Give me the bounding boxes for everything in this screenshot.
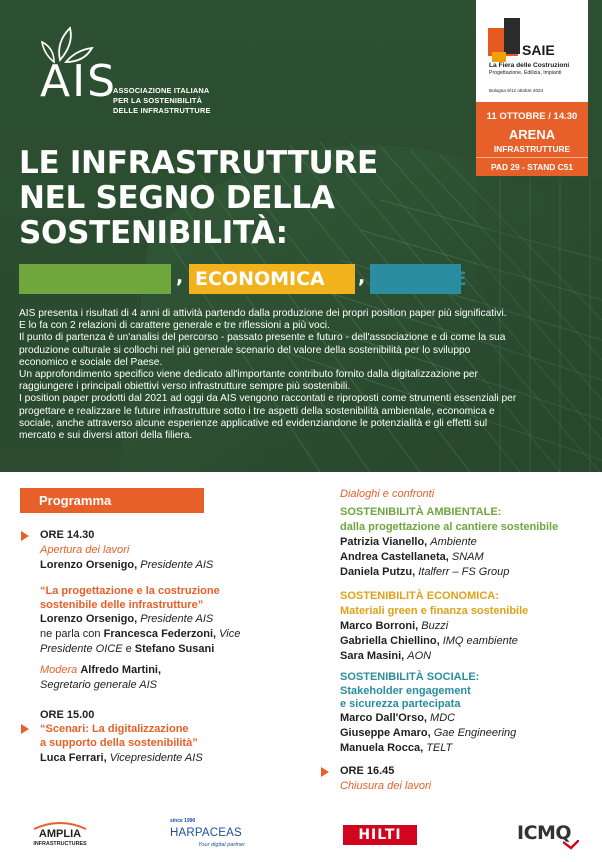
saie-tagline: La Fiera delle Costruzioni xyxy=(489,62,570,69)
arrow-icon xyxy=(21,531,29,541)
section-subtitle-sociale: Stakeholder engagement xyxy=(340,685,471,697)
speaker-name: Lorenzo Orsenigo, xyxy=(40,613,138,625)
moderator-label: Modera xyxy=(40,664,78,676)
sponsor-harpaceas xyxy=(170,818,254,854)
section-title-economica: SOSTENIBILITÀ ECONOMICA: xyxy=(340,590,499,602)
speaker-org: MDC xyxy=(430,712,456,724)
speaker-line xyxy=(40,612,213,627)
speaker-role: Vicepresidente AIS xyxy=(109,752,203,764)
association-name-line: ASSOCIAZIONE ITALIANA xyxy=(113,86,210,95)
saie-name: SAIE xyxy=(522,42,555,58)
event-divider xyxy=(476,157,588,158)
section-title-sociale: SOSTENIBILITÀ SOCIALE: xyxy=(340,671,480,683)
session-label: Apertura dei lavori xyxy=(40,544,130,556)
moderator-name: Alfredo Martini, xyxy=(80,664,162,676)
program-header: Programma xyxy=(20,488,204,513)
sponsors-footer xyxy=(0,810,602,862)
amplia-name: AMPLIA xyxy=(38,828,82,840)
association-name-line: DELLE INFRASTRUTTURE xyxy=(113,106,211,115)
saie-mark-dark xyxy=(504,18,520,54)
panel-speaker xyxy=(340,550,484,565)
speaker-name: Andrea Castellaneta, xyxy=(340,551,449,563)
harpaceas-tagline: Your digital partner xyxy=(198,842,245,848)
speaker-name: Sara Masini, xyxy=(340,650,405,662)
talk-title: a supporto della sostenibilità” xyxy=(40,737,198,749)
tag-economica: ECONOMICA xyxy=(189,264,355,294)
event-pad: PAD 29 - STAND C51 xyxy=(490,162,574,172)
association-name-line: PER LA SOSTENIBILITÀ xyxy=(113,96,203,105)
intro-text xyxy=(19,308,585,442)
amplia-sub: INFRASTRUCTURES xyxy=(33,841,87,847)
session-time: ORE 16.45 xyxy=(340,765,395,777)
speaker-line xyxy=(40,558,213,573)
section-title-ambientale: SOSTENIBILITÀ AMBIENTALE: xyxy=(340,506,502,518)
guest-name: Francesca Federzoni, xyxy=(103,628,217,640)
speaker-name: Luca Ferrari, xyxy=(40,752,107,764)
session-time: ORE 14.30 xyxy=(40,529,95,541)
event-venue-sub: INFRASTRUTTURE xyxy=(493,144,571,154)
tag-separator: , xyxy=(358,266,366,288)
dialoghi-label: Dialoghi e confronti xyxy=(340,488,435,500)
speaker-name: Daniela Putzu, xyxy=(340,566,416,578)
sponsor-hilti xyxy=(343,825,417,845)
speaker-name: Lorenzo Orsenigo, xyxy=(40,559,138,571)
section-subtitle-economica: Materiali green e finanza sostenibile xyxy=(340,605,529,617)
intro-line: Il punto di partenza è un'analisi del percorso - passato presente e futuro - dell'associazione e di come la sua xyxy=(19,332,506,344)
panel-speaker xyxy=(340,565,509,580)
saie-subtagline: Progettazione, Edilizia, Impianti xyxy=(489,70,562,76)
intro-line: Un approfondimento specifico viene dedicato all'importante contributo fornito dalla digitalizzazione per xyxy=(19,369,478,381)
speaker-name: Gabriella Chiellino, xyxy=(340,635,440,647)
title-line: SOSTENIBILITÀ: xyxy=(19,215,288,251)
speaker-line xyxy=(40,751,203,766)
conjunction: e xyxy=(125,643,132,655)
guest-role: Presidente OICE xyxy=(40,643,123,655)
tag-sociale: SOCIALE xyxy=(370,264,461,294)
panel-speaker xyxy=(340,726,516,741)
speaker-org: IMQ eambiente xyxy=(442,635,518,647)
speaker-org: AON xyxy=(407,650,432,662)
saie-logo-box xyxy=(476,0,588,102)
intro-line: E lo fa con 2 relazioni di carattere generale e tre riflessioni a più voci. xyxy=(19,320,330,332)
speaker-name: Marco Dall'Orso, xyxy=(340,712,427,724)
arrow-icon xyxy=(21,724,29,734)
panel-speaker xyxy=(340,634,518,649)
speaker-name: Manuela Rocca, xyxy=(340,742,424,754)
arrow-icon xyxy=(321,767,329,777)
intro-line: mercato e sui diversi attori della filiera. xyxy=(19,430,193,442)
saie-mark-yellow xyxy=(492,52,506,62)
event-venue: ARENA xyxy=(508,127,556,142)
speaker-name: Marco Borroni, xyxy=(340,620,419,632)
talk-title: sostenibile delle infrastrutture” xyxy=(40,599,204,611)
intro-line: economico e sociale del Paese. xyxy=(19,356,163,368)
speaker-org: Ambiente xyxy=(430,536,477,548)
intro-line: AIS presenta i risultati di 4 anni di attività partendo dalla produzione dei propri position paper più significativi. xyxy=(19,308,507,319)
panel-speaker xyxy=(340,741,452,756)
panel-speaker xyxy=(340,619,448,634)
moderator-line xyxy=(40,663,161,678)
talk-title: “La progettazione e la costruzione xyxy=(40,585,220,597)
guest-name: Stefano Susani xyxy=(134,643,215,655)
talk-title: “Scenari: La digitalizzazione xyxy=(40,723,189,735)
harpaceas-name: HARPACEAS xyxy=(170,827,242,839)
intro-line: produzione culturale si collochi nel più generale scenario del valore della sostenibilità per lo sviluppo xyxy=(19,344,471,356)
speaker-role: Presidente AIS xyxy=(140,559,214,571)
intro-line: progettare e realizzare le future infrastrutture sotto i tre aspetti della sostenibilità ambientale, economica e xyxy=(19,405,495,417)
intro-line: sociale, anche attraverso alcune esperienze applicative ed evidenziandone le potenzialità e gli effetti sul xyxy=(19,417,488,429)
sponsor-icmq xyxy=(517,820,581,850)
panel-speaker xyxy=(340,535,477,550)
tag-ambientale: AMBIENTALE xyxy=(19,264,171,294)
panel-speaker xyxy=(340,649,431,664)
guest-line xyxy=(40,642,214,657)
intro-line: I position paper prodotti dal 2021 ad oggi da AIS vengono raccontati e riproposti come strumenti essenziali per xyxy=(19,393,517,405)
harpaceas-since: since 1990 xyxy=(170,818,196,824)
guest-prefix: ne parla con xyxy=(40,628,101,640)
speaker-org: SNAM xyxy=(451,551,484,563)
guest-line xyxy=(40,627,240,642)
intro-line: raggiungere i principali obiettivi verso infrastrutture sempre più sostenibili. xyxy=(19,381,351,393)
speaker-org: Buzzi xyxy=(421,620,449,632)
hilti-name: HILTI xyxy=(358,827,402,843)
closing-label: Chiusura dei lavori xyxy=(340,780,432,792)
speaker-org: Italferr – FS Group xyxy=(418,566,510,578)
ais-logo-text: AIS xyxy=(40,56,118,107)
title-line: LE INFRASTRUTTURE xyxy=(19,145,378,181)
page-title xyxy=(19,146,459,251)
panel-speaker xyxy=(340,711,455,726)
speaker-org: TELT xyxy=(426,742,453,754)
sponsor-amplia xyxy=(30,820,90,854)
section-subtitle-sociale: e sicurezza partecipata xyxy=(340,698,461,710)
ais-logo xyxy=(40,24,118,108)
saie-dates: Bologna 9/12 ottobre 2024 xyxy=(489,88,544,93)
guest-role: Vice xyxy=(219,628,241,640)
speaker-role: Presidente AIS xyxy=(140,613,214,625)
event-info-box xyxy=(476,102,588,176)
association-name xyxy=(113,86,243,116)
moderator-role: Segretario generale AIS xyxy=(40,679,157,691)
speaker-name: Giuseppe Amaro, xyxy=(340,727,431,739)
icmq-accent-icon xyxy=(563,840,579,850)
speaker-org: Gae Engineering xyxy=(433,727,517,739)
title-line: NEL SEGNO DELLA xyxy=(19,180,335,216)
icmq-name: ICMQ xyxy=(517,822,572,844)
session-time: ORE 15.00 xyxy=(40,709,95,721)
section-subtitle-ambientale: dalla progettazione al cantiere sostenibile xyxy=(340,521,559,533)
tag-separator: , xyxy=(176,266,184,288)
event-date: 11 OTTOBRE / 14.30 xyxy=(486,111,578,122)
speaker-name: Patrizia Vianello, xyxy=(340,536,428,548)
